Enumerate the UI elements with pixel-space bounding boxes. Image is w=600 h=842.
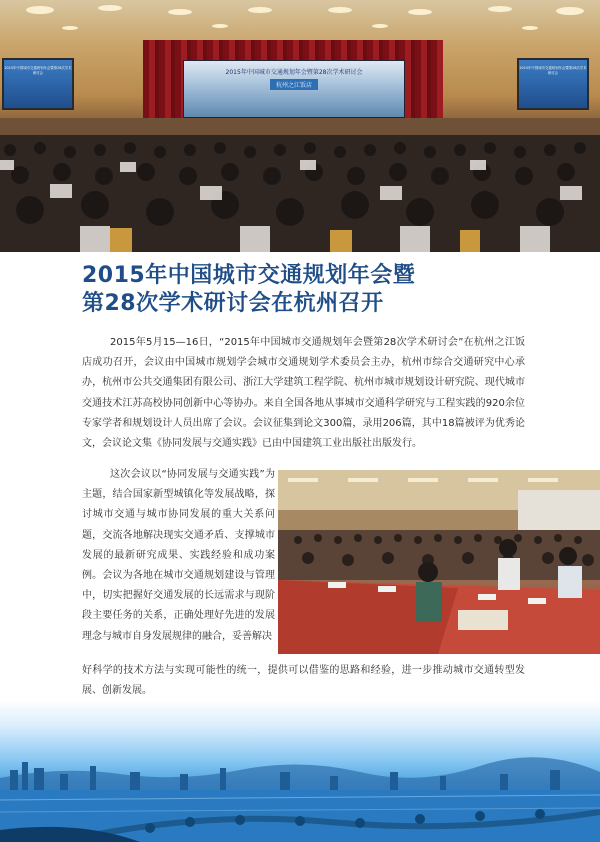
side-screen-left: 2015年中国城市交通规划年会暨第28次学术研讨会 bbox=[2, 58, 74, 110]
side-screen-right: 2015年中国城市交通规划年会暨第28次学术研讨会 bbox=[517, 58, 589, 110]
west-lake-skyline-image bbox=[0, 700, 600, 842]
conference-session-photo bbox=[278, 470, 600, 654]
conference-hall-photo bbox=[0, 0, 600, 252]
title-line-1: 2015年中国城市交通规划年会暨 bbox=[82, 263, 416, 288]
paragraph-2-continued: 好科学的技术方法与实现可能性的统一，提供可以借鉴的思路和经验，进一步推动城市交通转型发展、创新发展。 bbox=[82, 665, 525, 697]
paragraph-1: 2015年5月15—16日，“2015年中国城市交通规划年会暨第28次学术研讨会”在杭州之江饭店成功召开，会议由中国城市规划学会城市交通规划学术委员会主办，杭州市综合交通研究中心承办，杭州市公共交通集团有限公司、浙江大学建筑工程学院、杭州市城市规划设计研究院、现代城市交通技术江苏高校协同创新中心等协办。来自全国各地从事城市交通科学研究与工程实践的920余位专家学者和规划设计人员出席了会议。会议征集到论文300篇，录用206篇，其中18篇被评为优秀论文，会议论文集《协同发展与交通实践》已由中国建筑工业出版社出版发行。 bbox=[82, 337, 525, 450]
audience-illustration bbox=[0, 0, 600, 252]
main-projection-screen: 2015年中国城市交通规划年会暨第28次学术研讨会 杭州之江饭店 bbox=[183, 60, 405, 118]
article-title bbox=[82, 262, 522, 318]
title-line-2: 第28次学术研讨会在杭州召开 bbox=[82, 291, 384, 316]
paragraph-2: 这次会议以“协同发展与交通实践”为主题，结合国家新型城镇化等发展战略，探讨城市交通与城市协同发展的重大关系问题，交流各地解决现实交通矛盾、支撑城市发展的最新研究成果、实践经验和成功案例。会议为各地在城市交通规划建设与管理中，切实把握好交通发展的长远需求与现阶段主要任务的关系，正确处理好先进的发展理念与城市自身发展规律的融合，妥善解决 bbox=[82, 469, 275, 642]
